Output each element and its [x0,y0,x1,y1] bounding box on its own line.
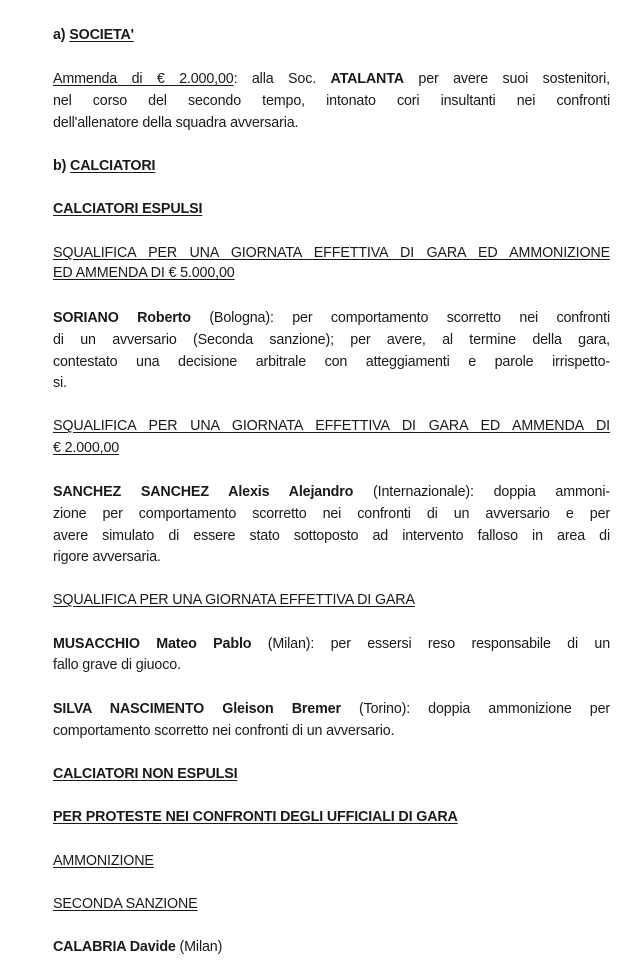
document-line [53,504,610,524]
body-text: : alla Soc. [233,71,331,87]
document-line [53,156,610,176]
document-line [53,438,610,458]
underlined-heading: SQUALIFICA PER UNA GIORNATA EFFETTIVA DI GARA ED AMMONIZIONE [53,245,610,261]
body-text: (Bologna): per comportamento scorretto nei confronti [190,310,610,326]
underlined-heading: ED AMMENDA DI € 5.000,00 [53,265,235,281]
document-line [53,113,610,133]
document-line [53,894,610,914]
body-text: comportamento scorretto nei confronti di un avversario. [53,723,395,739]
document-line [53,416,610,436]
body-text: (Internazionale): doppia ammoni- [353,484,610,500]
body-text: contestato una decisione arbitrale con atteggiamenti e parole irrispetto- [53,354,610,370]
document-line [53,199,610,219]
body-text: nel corso del secondo tempo, intonato cori insultanti nei confronti [53,93,610,109]
document-line [53,937,610,957]
document-line [53,590,610,610]
document-line [53,482,610,502]
body-text: si. [53,375,67,391]
document-line [53,352,610,372]
underlined-heading: Ammenda di € 2.000,00 [53,71,234,87]
body-text: di un avversario (Seconda sanzione); per avere, al termine della gara, [53,332,610,348]
bold-name: a) [53,27,70,43]
bold-name: SANCHEZ SANCHEZ Alexis Alejandro [53,484,354,500]
document-line [53,851,610,871]
document-line [53,25,610,45]
bold-name: CALABRIA Davide [53,939,176,955]
section-heading: SOCIETA' [69,27,134,43]
body-text: dell'allenatore della squadra avversaria. [53,115,299,131]
document-line [53,330,610,350]
document-line [53,373,610,393]
section-heading: CALCIATORI [70,158,156,174]
document-line [53,634,610,654]
underlined-heading: SQUALIFICA PER UNA GIORNATA EFFETTIVA DI GARA [53,592,415,608]
body-text: fallo grave di giuoco. [53,657,181,673]
body-text: (Torino): doppia ammonizione per [340,701,610,717]
body-text: avere simulato di essere stato sottoposto ad intervento falloso in area di [53,528,610,544]
document-line [53,243,610,263]
body-text: (Milan) [175,939,223,955]
underlined-heading: AMMONIZIONE [53,853,154,869]
section-heading: CALCIATORI ESPULSI [53,201,203,217]
document-line [53,526,610,546]
document-line [53,91,610,111]
underlined-heading: € 2.000,00 [53,440,120,456]
bold-name: SILVA NASCIMENTO Gleison Bremer [53,701,341,717]
document-line [53,547,610,567]
section-heading: PER PROTESTE NEI CONFRONTI DEGLI UFFICIALI DI GARA [53,809,458,825]
bold-name: ATALANTA [330,71,404,87]
bold-name: MUSACCHIO Mateo Pablo [53,636,252,652]
document-line [53,655,610,675]
underlined-heading: SECONDA SANZIONE [53,896,198,912]
underlined-heading: SQUALIFICA PER UNA GIORNATA EFFETTIVA DI GARA ED AMMENDA DI [53,418,610,434]
document-line [53,764,610,784]
document-line [53,308,610,328]
body-text: per avere suoi sostenitori, [403,71,610,87]
document-line [53,807,610,827]
document-line [53,69,610,89]
document-line [53,263,610,283]
document-line [53,699,610,719]
bold-name: b) [53,158,71,174]
body-text: rigore avversaria. [53,549,161,565]
body-text: (Milan): per essersi reso responsabile di un [251,636,610,652]
document-line [53,721,610,741]
body-text: zione per comportamento scorretto nei confronti di un avversario e per [53,506,610,522]
bold-name: SORIANO Roberto [53,310,191,326]
section-heading: CALCIATORI NON ESPULSI [53,766,238,782]
